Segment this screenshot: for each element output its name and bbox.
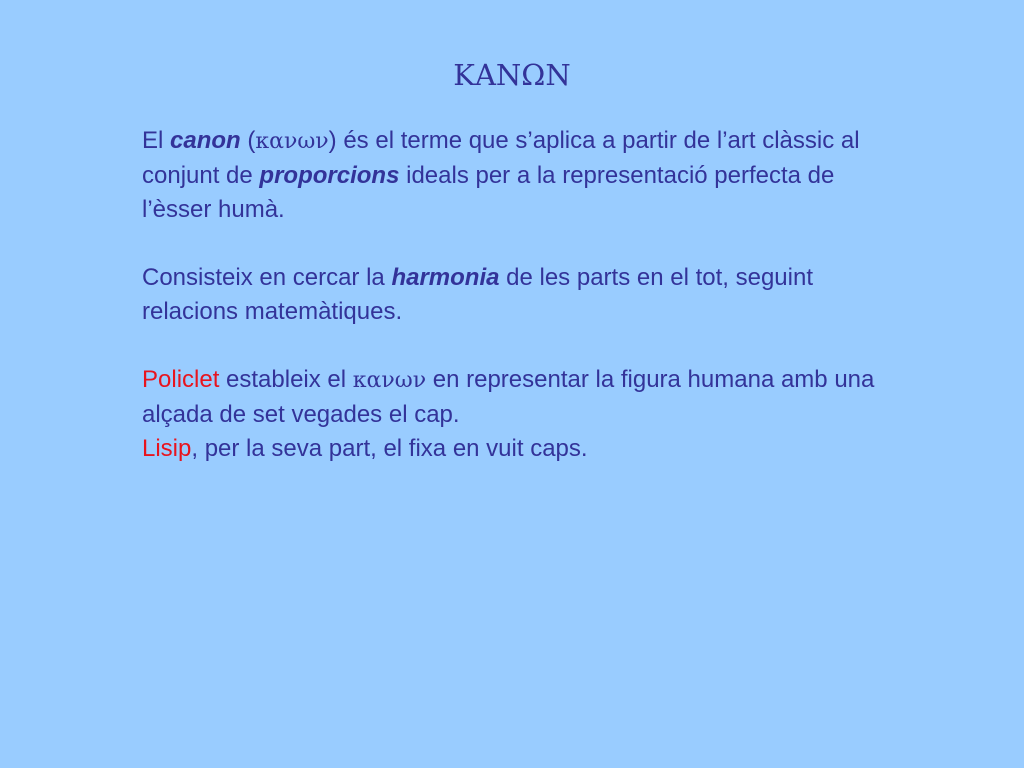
text: en representar la figura humana amb una alçada de set vegades el cap. xyxy=(142,366,875,428)
greek-term: κανων xyxy=(255,129,329,154)
text: ideals per a la representació perfecta de l’èsser humà. xyxy=(142,162,835,223)
text: El xyxy=(142,127,171,154)
paragraph-gap xyxy=(142,227,902,261)
text: , per la seva part, el fixa en vuit caps. xyxy=(191,435,588,462)
term-proporcions: proporcions xyxy=(259,162,400,189)
greek-term: κανων xyxy=(352,368,427,393)
text: estableix el xyxy=(219,366,353,393)
paragraph-policlet xyxy=(142,363,902,432)
text: ) és el terme que s’aplica a partir de l’art clàssic al conjunt de xyxy=(142,127,860,189)
slide-title: ΚΑΝΩΝ xyxy=(453,58,571,92)
term-canon: canon xyxy=(170,127,241,154)
slide-body xyxy=(142,124,902,466)
paragraph-canon-definition xyxy=(142,124,902,227)
paragraph-gap xyxy=(142,329,902,363)
text: ( xyxy=(240,127,256,154)
name-lisip: Lisip xyxy=(142,435,192,462)
paragraph-harmonia xyxy=(142,261,902,329)
text: de les parts en el tot, seguint relacions matemàtiques. xyxy=(142,264,813,325)
term-harmonia: harmonia xyxy=(391,264,500,291)
paragraph-lisip xyxy=(142,432,902,466)
text: Consisteix en cercar la xyxy=(142,264,392,291)
name-policlet: Policlet xyxy=(142,366,220,393)
